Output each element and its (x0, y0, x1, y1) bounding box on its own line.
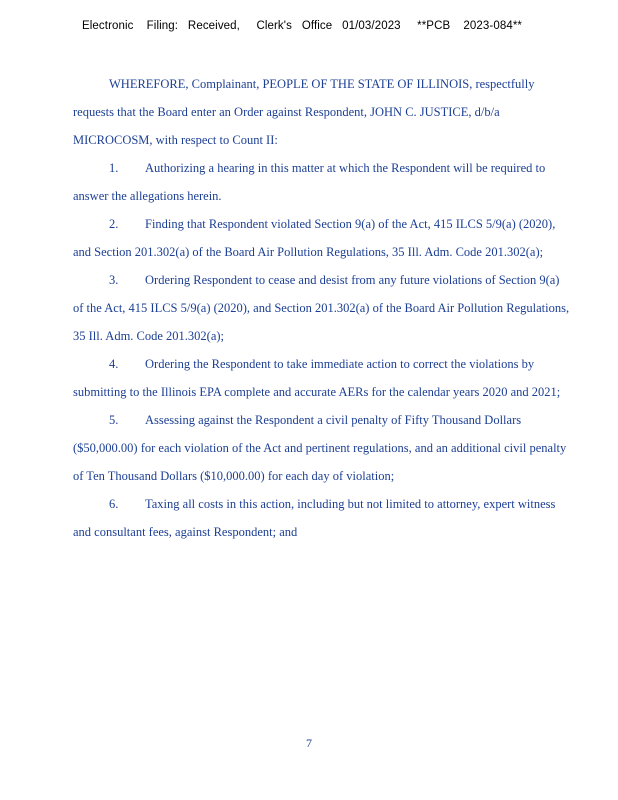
list-item-5 (73, 406, 593, 490)
wherefore-line-3: MICROCOSM, with respect to Count II: (73, 133, 278, 147)
list-item-text: Authorizing a hearing in this matter at which the Respondent will be required to (145, 161, 546, 175)
list-item-number: 6. (109, 497, 119, 511)
filing-header: Electronic Filing: Received, Clerk's Office 01/03/2023 **PCB 2023-084** (82, 20, 522, 32)
list-item-continuation: submitting to the Illinois EPA complete and accurate AERs for the calendar years 2020 and 2021; (73, 385, 561, 399)
list-item-text: Ordering Respondent to cease and desist from any future violations of Section 9(a) (145, 273, 560, 287)
list-item-6 (73, 490, 593, 546)
list-item-4 (73, 350, 593, 406)
list-item-2 (73, 210, 593, 266)
list-item-continuation: and Section 201.302(a) of the Board Air Pollution Regulations, 35 Ill. Adm. Code 201.302(a); (73, 245, 544, 259)
list-item-text: Assessing against the Respondent a civil penalty of Fifty Thousand Dollars (145, 413, 522, 427)
list-item-continuation: 35 Ill. Adm. Code 201.302(a); (73, 329, 225, 343)
document-body (73, 70, 593, 546)
list-item-3 (73, 266, 593, 350)
list-item-number: 4. (109, 357, 119, 371)
page-number: 7 (306, 736, 312, 750)
wherefore-paragraph (73, 70, 593, 154)
list-item-continuation: ($50,000.00) for each violation of the Act and pertinent regulations, and an additional civil penalty (73, 441, 567, 455)
list-item-continuation: and consultant fees, against Respondent; and (73, 525, 298, 539)
list-item-number: 1. (109, 161, 119, 175)
list-item-continuation: of Ten Thousand Dollars ($10,000.00) for each day of violation; (73, 469, 395, 483)
list-item-1 (73, 154, 593, 210)
wherefore-line-1: WHEREFORE, Complainant, PEOPLE OF THE STATE OF ILLINOIS, respectfully (109, 77, 535, 91)
list-item-number: 2. (109, 217, 119, 231)
list-item-continuation: of the Act, 415 ILCS 5/9(a) (2020), and Section 201.302(a) of the Board Air Pollution Regulations, (73, 301, 570, 315)
list-item-continuation: answer the allegations herein. (73, 189, 222, 203)
list-item-text: Taxing all costs in this action, including but not limited to attorney, expert witness (145, 497, 556, 511)
list-item-text: Ordering the Respondent to take immediate action to correct the violations by (145, 357, 535, 371)
list-item-text: Finding that Respondent violated Section 9(a) of the Act, 415 ILCS 5/9(a) (2020), (145, 217, 556, 231)
wherefore-line-2: requests that the Board enter an Order against Respondent, JOHN C. JUSTICE, d/b/a (73, 105, 500, 119)
list-item-number: 3. (109, 273, 119, 287)
list-item-number: 5. (109, 413, 119, 427)
